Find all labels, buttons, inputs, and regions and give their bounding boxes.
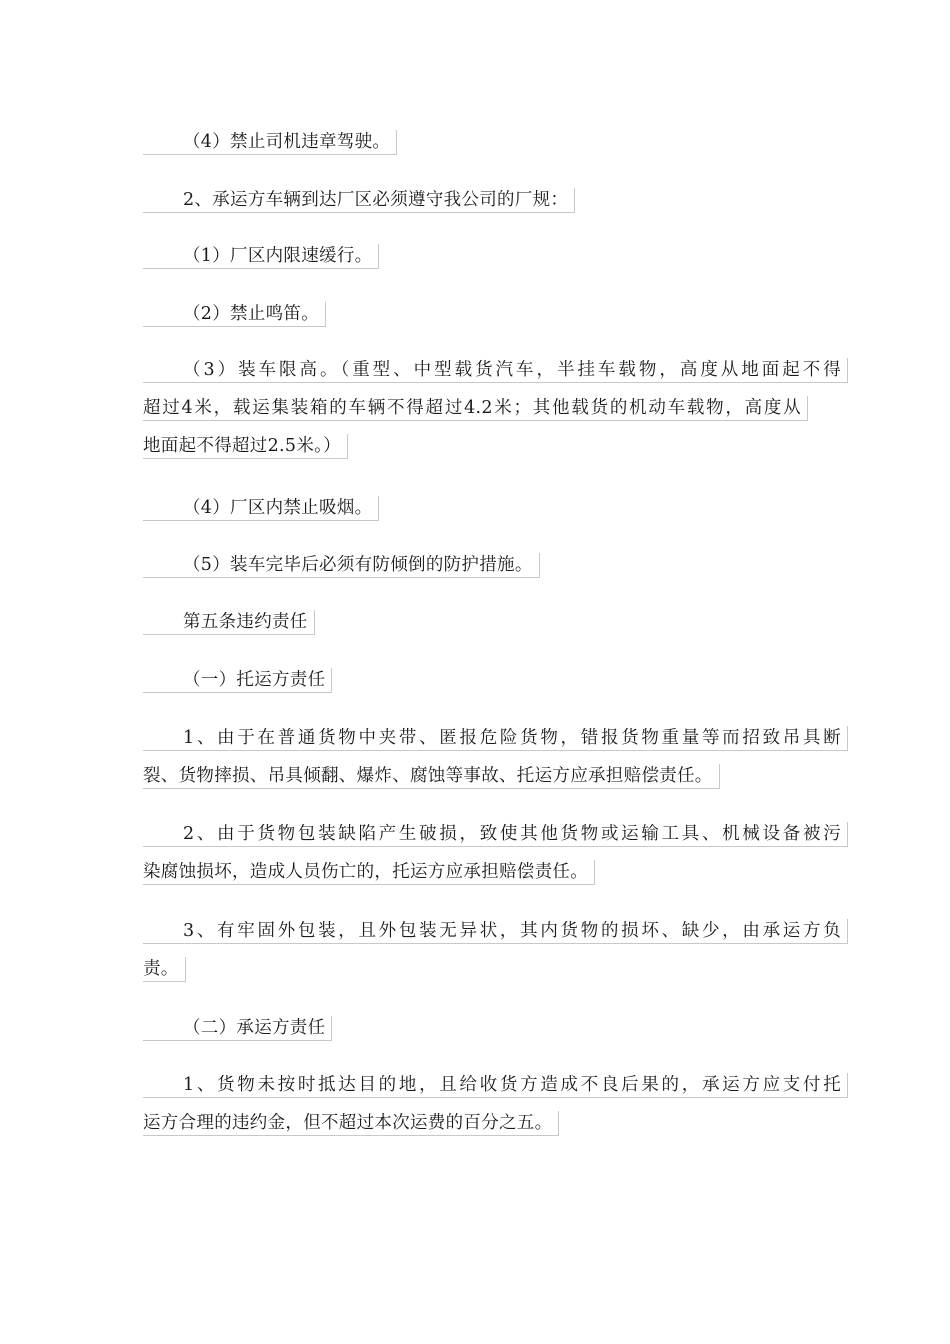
text-line: 地面起不得超过2.5米。） bbox=[143, 427, 807, 465]
text-line: （二）承运方责任 bbox=[143, 1009, 807, 1047]
paragraph-shipper-3 bbox=[143, 912, 841, 988]
paragraph-height-limit bbox=[143, 351, 841, 465]
subheading-carrier bbox=[143, 1009, 807, 1047]
text-line: （一）托运方责任 bbox=[143, 661, 807, 699]
text-line: 染腐蚀损坏，造成人员伤亡的，托运方应承担赔偿责任。 bbox=[143, 853, 807, 891]
text-line: 1、由于在普通货物中夹带、匿报危险货物，错报货物重量等而招致吊具断 bbox=[143, 719, 807, 757]
paragraph-carrier-1 bbox=[143, 1066, 841, 1142]
text-line: 第五条违约责任 bbox=[143, 603, 807, 641]
section-heading-breach bbox=[143, 603, 807, 641]
text-line: （1）厂区内限速缓行。 bbox=[143, 237, 807, 275]
text-line: 超过4米，载运集装箱的车辆不得超过4.2米；其他载货的机动车载物，高度从 bbox=[143, 389, 807, 427]
text-line: 责。 bbox=[143, 950, 807, 988]
text-line: 3、有牢固外包装，且外包装无异状，其内货物的损坏、缺少，由承运方负 bbox=[143, 912, 807, 950]
text-line: （2）禁止鸣笛。 bbox=[143, 295, 807, 333]
text-line: 裂、货物摔损、吊具倾翻、爆炸、腐蚀等事故、托运方应承担赔偿责任。 bbox=[143, 757, 807, 795]
text-line: （4）禁止司机违章驾驶。 bbox=[143, 123, 807, 161]
paragraph-driver-rule bbox=[143, 123, 807, 161]
paragraph-no-smoking bbox=[143, 489, 807, 527]
paragraph-shipper-2 bbox=[143, 815, 841, 891]
subheading-shipper bbox=[143, 661, 807, 699]
text-line: （4）厂区内禁止吸烟。 bbox=[143, 489, 807, 527]
text-line: （3）装车限高。（重型、中型载货汽车，半挂车载物，高度从地面起不得 bbox=[143, 351, 807, 389]
text-line: 2、由于货物包装缺陷产生破损，致使其他货物或运输工具、机械设备被污 bbox=[143, 815, 807, 853]
paragraph-no-horn bbox=[143, 295, 807, 333]
paragraph-shipper-1 bbox=[143, 719, 841, 795]
text-line: （5）装车完毕后必须有防倾倒的防护措施。 bbox=[143, 546, 807, 584]
text-line: 1、货物未按时抵达目的地，且给收货方造成不良后果的，承运方应支付托 bbox=[143, 1066, 807, 1104]
text-line: 2、承运方车辆到达厂区必须遵守我公司的厂规： bbox=[143, 181, 807, 219]
paragraph-speed-limit bbox=[143, 237, 807, 275]
paragraph-anti-tip bbox=[143, 546, 807, 584]
paragraph-factory-rules-heading bbox=[143, 181, 807, 219]
text-line: 运方合理的违约金，但不超过本次运费的百分之五。 bbox=[143, 1104, 807, 1142]
